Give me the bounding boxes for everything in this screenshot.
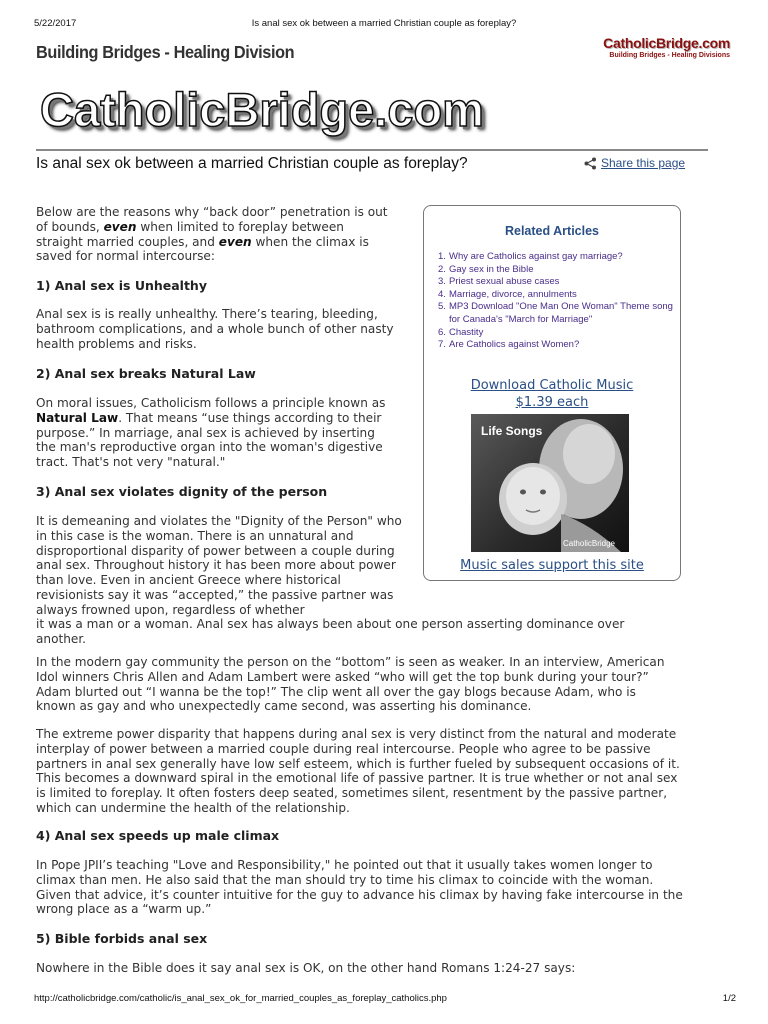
print-footer: [0, 993, 768, 1007]
print-page-number: 1/2: [722, 993, 736, 1004]
related-articles-list: [438, 251, 674, 352]
music-support-link[interactable]: Music sales support this site: [460, 558, 644, 573]
share-link[interactable]: [584, 156, 685, 170]
related-articles-box: [423, 205, 681, 581]
paragraph-male-climax: In Pope JPII’s teaching "Love and Responsibility," he pointed out that it usually takes women longer to climax than men. He also said that the man should try to time his climax to coincide with the woman. Given that advice, it’s counter intuitive for the guy to advance his climax by having fake intercourse in the wrong place as a “warm up.”: [36, 858, 683, 917]
print-url: http://catholicbridge.com/catholic/is_anal_sex_ok_for_married_couples_as_foreplay_catholics.php: [34, 993, 447, 1004]
paragraph-unhealthy: Anal sex is is really unhealthy. There’s tearing, bleeding, bathroom complications, and a whole bunch of other nasty health problems and risks.: [36, 307, 394, 351]
main-site-logo[interactable]: CatholicBridge.com: [40, 83, 484, 136]
corner-logo-subtitle: Building Bridges - Healing Divisions: [609, 52, 730, 59]
related-article-link[interactable]: 7. Are Catholics against Women?: [438, 339, 580, 351]
print-title: Is anal sex ok between a married Christian couple as foreplay?: [251, 18, 517, 29]
download-music-link[interactable]: Download Catholic Music $1.39 each: [470, 378, 634, 410]
related-article-link[interactable]: 6. Chastity: [438, 326, 484, 338]
related-article-link[interactable]: 4. Marriage, divorce, annulments: [438, 288, 577, 300]
album-cover-image[interactable]: [471, 414, 629, 552]
paragraph-gay-community: In the modern gay community the person on the “bottom” is seen as weaker. In an interview, American Idol winners Chris Allen and Adam Lambert were asked “who will get the top bunk during your tour?” Adam blurted out “I wanna be the top!” The clip went all over the gay blogs because Adam, who is known as gay and who unexpectedly came second, was asserting his dominance.: [36, 655, 665, 714]
header-divider: [36, 149, 708, 151]
album-brand: CatholicBridge: [562, 539, 615, 548]
heading-unhealthy: 1) Anal sex is Unhealthy: [36, 278, 207, 293]
corner-logo-name: CatholicBridge.com: [603, 35, 730, 51]
paragraph-natural-law: On moral issues, Catholicism follows a principle known as Natural Law. That means “use things according to their purpose.” In marriage, anal sex is achieved by inserting the man's reproductive organ into the woman's digestive tract. That's not very "natural.": [36, 396, 386, 470]
division-banner: Building Bridges - Healing Division: [36, 42, 295, 62]
related-article-link[interactable]: 3. Priest sexual abuse cases: [438, 276, 560, 288]
share-label: Share this page: [601, 156, 686, 170]
heading-male-climax: 4) Anal sex speeds up male climax: [36, 828, 280, 843]
paragraph-power-disparity: The extreme power disparity that happens during anal sex is very distinct from the natural and moderate interplay of power between a married couple during real intercourse. People who agree to be passive partners in anal sex generally have low self esteem, which is further fueled by subsequent occasions of it. This becomes a downward spiral in the emotional life of passive partner. It is true whether or not anal sex is limited to foreplay. It often fosters deep seated, sometimes silent, resentment by the passive partner, which can undermine the health of the relationship.: [36, 727, 680, 815]
related-article-link[interactable]: 5. MP3 Download "One Man One Woman" Theme song for Canada's "March for Marriage": [438, 301, 673, 325]
share-icon: [584, 157, 597, 170]
related-article-link[interactable]: 1. Why are Catholics against gay marriage?: [438, 251, 623, 262]
heading-bible: 5) Bible forbids anal sex: [36, 931, 208, 946]
paragraph-dignity-2: it was a man or a woman. Anal sex has always been about one person asserting dominance over another.: [36, 617, 625, 646]
print-date: 5/22/2017: [34, 18, 77, 29]
related-article-link[interactable]: 2. Gay sex in the Bible: [438, 263, 534, 275]
corner-logo[interactable]: [603, 35, 730, 59]
print-header: [0, 18, 768, 32]
intro-paragraph: Below are the reasons why “back door” penetration is out of bounds, even when limited to foreplay between straight married couples, and even when the climax is saved for normal intercourse:: [36, 205, 388, 264]
heading-dignity: 3) Anal sex violates dignity of the person: [36, 484, 328, 499]
article-title: Is anal sex ok between a married Christian couple as foreplay?: [36, 155, 468, 172]
paragraph-bible: Nowhere in the Bible does it say anal sex is OK, on the other hand Romans 1:24-27 says:: [36, 961, 576, 975]
heading-natural-law: 2) Anal sex breaks Natural Law: [36, 366, 256, 381]
related-articles-title: Related Articles: [504, 224, 600, 238]
paragraph-dignity-1: It is demeaning and violates the "Dignity of the Person" who in this case is the woman. There is an unnatural and disproportional disparity of power between a couple during anal sex. Throughout history it has been more about power than love. Even in ancient Greece where historical revisionists say it was “accepted,” the passive partner was always frowned upon, regardless of whether: [36, 514, 402, 617]
album-title: Life Songs: [481, 424, 543, 438]
